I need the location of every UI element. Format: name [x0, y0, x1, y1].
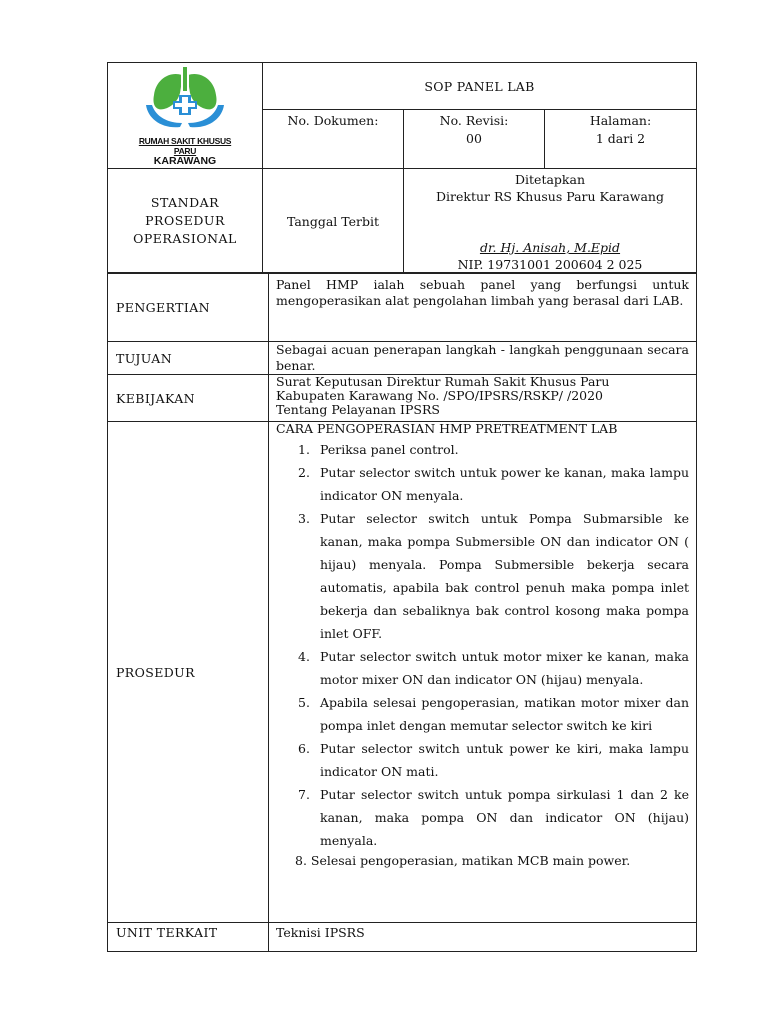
pengertian-text — [269, 273, 697, 342]
ditetapkan-label: Ditetapkan — [515, 172, 585, 187]
kebijakan-label: KEBIJAKAN — [108, 375, 269, 422]
step-text: Apabila selesai pengoperasian, matikan motor mixer dan pompa inlet dengan memutar selector switch ke kiri — [320, 695, 689, 733]
no-revisi-label: No. Revisi: — [439, 113, 509, 128]
kebijakan-line-1: Surat Keputusan Direktur Rumah Sakit Khusus Paru — [276, 374, 610, 389]
step-number: 2. — [298, 465, 310, 480]
pengertian-label: PENGERTIAN — [108, 273, 269, 342]
prosedur-step — [298, 645, 689, 691]
unit-terkait-text: Teknisi IPSRS — [269, 923, 697, 952]
hospital-logo — [130, 65, 240, 167]
prosedur-line: PROSEDUR — [145, 213, 225, 228]
direktur-label: Direktur RS Khusus Paru Karawang — [436, 189, 664, 204]
header-table — [107, 62, 697, 274]
prosedur-step — [298, 507, 689, 645]
prosedur-content — [269, 422, 697, 923]
kebijakan-line-2: Kabupaten Karawang No. /SPO/IPSRS/RSKP/ /2020 — [276, 388, 604, 403]
halaman-value: 1 dari 2 — [595, 131, 646, 146]
prosedur-label: PROSEDUR — [108, 422, 269, 923]
pengertian-paragraph: Panel HMP ialah sebuah panel yang berfungsi untuk mengoperasikan alat pengolahan limbah yang berasal dari LAB. — [276, 277, 689, 308]
prosedur-step — [298, 783, 689, 852]
no-revisi-cell — [404, 110, 545, 169]
no-revisi-value: 00 — [466, 131, 482, 146]
step-number: 6. — [298, 741, 310, 756]
step-text: Putar selector switch untuk power ke kanan, maka lampu indicator ON menyala. — [320, 465, 689, 503]
logo-text-city: KARAWANG — [153, 154, 217, 167]
content-table — [107, 272, 697, 952]
step-number: 1. — [298, 442, 310, 457]
signatory-name: dr. Hj. Anisah, M.Epid — [479, 240, 621, 255]
prosedur-step — [298, 691, 689, 737]
step-text: Putar selector switch untuk Pompa Submarsible ke kanan, maka pompa Submersible ON dan indicator ON ( hijau) menyala. Pompa Submersible bekerja secara automatis, apabila bak control penuh maka pompa inlet bekerja dan sebaliknya bak control kosong maka pompa inlet OFF. — [320, 511, 689, 641]
step-number: 4. — [298, 649, 310, 664]
sop-title: SOP PANEL LAB — [263, 63, 697, 110]
step-text: Putar selector switch untuk pompa sirkulasi 1 dan 2 ke kanan, maka pompa ON dan indicator ON (hijau) menyala. — [320, 787, 689, 848]
tujuan-text — [269, 342, 697, 375]
prosedur-steps-list — [276, 438, 689, 852]
operasional-line: OPERASIONAL — [133, 231, 237, 246]
no-dokumen-cell — [263, 110, 404, 169]
step-number: 7. — [298, 787, 310, 802]
approval-cell — [404, 169, 697, 274]
halaman-cell — [545, 110, 697, 169]
standar-prosedur-cell — [108, 169, 263, 274]
prosedur-step-8: 8. Selesai pengoperasian, matikan MCB main power. — [295, 853, 631, 868]
kebijakan-text — [269, 375, 697, 422]
lungs-hands-logo-icon — [142, 65, 228, 135]
step-text: Putar selector switch untuk power ke kiri, maka lampu indicator ON mati. — [320, 741, 689, 779]
unit-terkait-label: UNIT TERKAIT — [108, 923, 269, 952]
signatory-nip: NIP. 19731001 200604 2 025 — [457, 257, 643, 272]
step-number: 5. — [298, 695, 310, 710]
tujuan-paragraph: Sebagai acuan penerapan langkah - langkah penggunaan secara benar. — [276, 342, 689, 373]
standar-line: STANDAR — [150, 195, 220, 210]
logo-text-hospital: RUMAH SAKIT KHUSUS PARU — [138, 135, 232, 156]
step-text: Periksa panel control. — [320, 442, 459, 457]
step-text: Putar selector switch untuk motor mixer ke kanan, maka motor mixer ON dan indicator ON (hijau) menyala. — [320, 649, 689, 687]
prosedur-step — [298, 461, 689, 507]
logo-cell — [108, 63, 263, 169]
kebijakan-line-3: Tentang Pelayanan IPSRS — [276, 402, 440, 417]
no-dokumen-label: No. Dokumen: — [287, 113, 379, 128]
step-number: 3. — [298, 511, 310, 526]
prosedur-heading: CARA PENGOPERASIAN HMP PRETREATMENT LAB — [276, 421, 618, 436]
tujuan-label: TUJUAN — [108, 342, 269, 375]
tanggal-terbit-cell: Tanggal Terbit — [263, 169, 404, 274]
halaman-label: Halaman: — [589, 113, 652, 128]
prosedur-step — [298, 737, 689, 783]
prosedur-step — [298, 438, 689, 461]
